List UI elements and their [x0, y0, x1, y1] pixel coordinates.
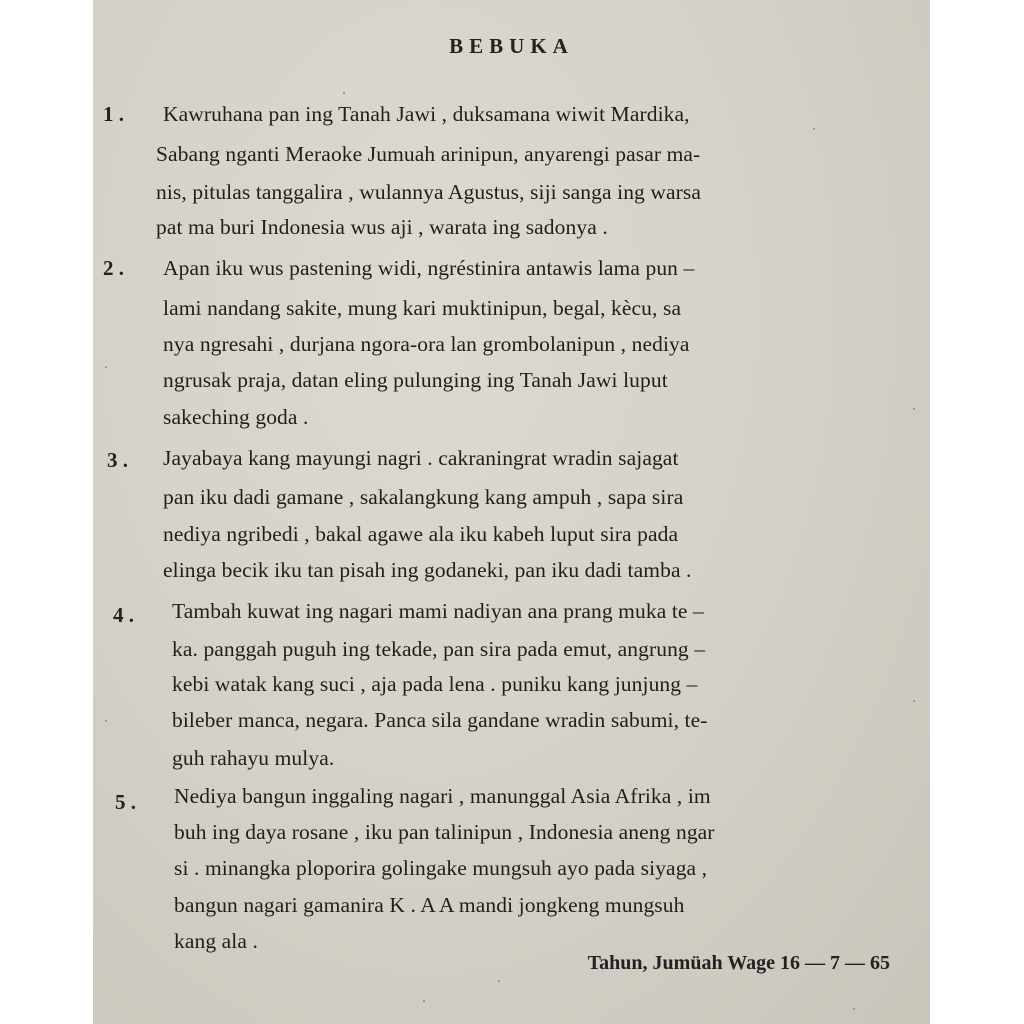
- paper-speck: [813, 128, 815, 130]
- stanza-line: Kawruhana pan ing Tanah Jawi , duksamana wiwit Mardika,: [163, 102, 690, 126]
- stanza-number: 2 .: [103, 256, 124, 280]
- stanza-line: buh ing daya rosane , iku pan talinipun , Indonesia aneng ngar: [174, 820, 715, 844]
- paper-speck: [498, 980, 500, 982]
- stanza-line: Tambah kuwat ing nagari mami nadiyan ana prang muka te –: [172, 599, 704, 623]
- stanza-line: pat ma buri Indonesia wus aji , warata ing sadonya .: [156, 215, 608, 239]
- paper-speck: [423, 1000, 425, 1002]
- stanza-line: ngrusak praja, datan eling pulunging ing Tanah Jawi luput: [163, 368, 668, 392]
- stanza-line: kebi watak kang suci , aja pada lena . puniku kang junjung –: [172, 672, 698, 696]
- scanned-page: [93, 0, 930, 1024]
- stanza-line: elinga becik iku tan pisah ing godaneki, pan iku dadi tamba .: [163, 558, 692, 582]
- page-title: BEBUKA: [449, 34, 574, 58]
- stanza-line: Nediya bangun inggaling nagari , manunggal Asia Afrika , im: [174, 784, 711, 808]
- stanza-line: Apan iku wus pastening widi, ngréstinira antawis lama pun –: [163, 256, 695, 280]
- stanza-line: Sabang nganti Meraoke Jumuah arinipun, anyarengi pasar ma-: [156, 142, 701, 166]
- stanza-line: guh rahayu mulya.: [172, 746, 335, 770]
- stanza-number: 1 .: [103, 102, 124, 126]
- stanza-line: nya ngresahi , durjana ngora-ora lan grombolanipun , nediya: [163, 332, 690, 356]
- stanza-number: 3 .: [107, 448, 128, 472]
- date-signature: Tahun, Jumüah Wage 16 — 7 — 65: [587, 952, 890, 974]
- stanza-line: Jayabaya kang mayungi nagri . cakraningrat wradin sajagat: [163, 446, 679, 470]
- stanza-line: pan iku dadi gamane , sakalangkung kang ampuh , sapa sira: [163, 485, 684, 509]
- stanza-line: nis, pitulas tanggalira , wulannya Agustus, siji sanga ing warsa: [156, 180, 702, 204]
- stanza-line: bangun nagari gamanira K . A A mandi jongkeng mungsuh: [174, 893, 685, 917]
- stanza-line: si . minangka ploporira golingake mungsuh ayo pada siyaga ,: [174, 856, 708, 880]
- stanza-line: sakeching goda .: [163, 405, 309, 429]
- stanza-line: bileber manca, negara. Panca sila gandane wradin sabumi, te-: [172, 708, 708, 732]
- stanza-line: kang ala .: [174, 929, 258, 953]
- paper-speck: [343, 92, 345, 94]
- stanza-number: 5 .: [115, 790, 136, 814]
- paper-speck: [105, 366, 107, 368]
- paper-speck: [853, 1008, 855, 1010]
- stanza-line: ka. panggah puguh ing tekade, pan sira pada emut, angrung –: [172, 637, 706, 661]
- stanza-line: lami nandang sakite, mung kari muktinipun, begal, kècu, sa: [163, 296, 682, 320]
- stanza-number: 4 .: [113, 603, 134, 627]
- paper-speck: [913, 700, 915, 702]
- paper-speck: [105, 720, 107, 722]
- paper-speck: [913, 408, 915, 410]
- stanza-line: nediya ngribedi , bakal agawe ala iku kabeh luput sira pada: [163, 522, 679, 546]
